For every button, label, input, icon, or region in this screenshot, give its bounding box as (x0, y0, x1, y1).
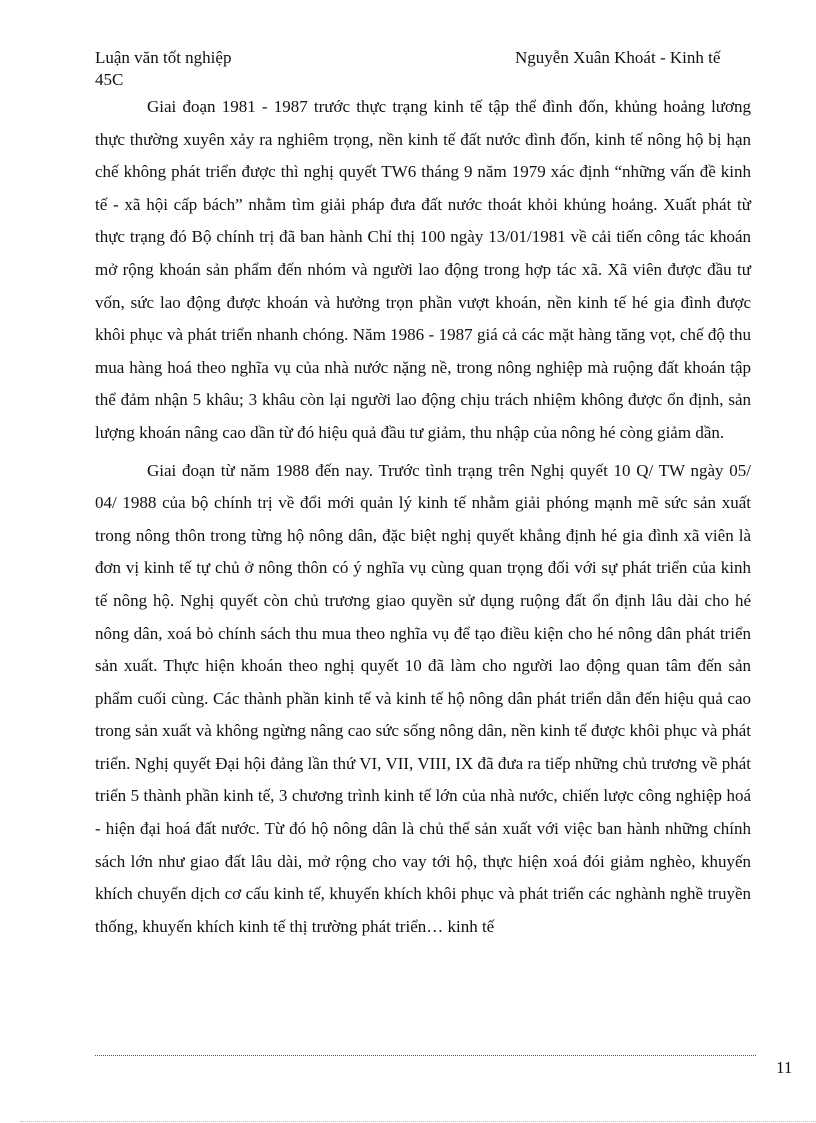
paragraph-1988-present: Giai đoạn từ năm 1988 đến nay. Trước tình trạng trên Nghị quyết 10 Q/ TW ngày 05/ 04/ 1988 của bộ chính trị về đổi mới quản lý kinh tế nhằm giải phóng mạnh mẽ sức sản xuất trong nông thôn trong từng hộ nông dân, đặc biệt nghị quyết khẳng định hé gia đình xã viên là đơn vị kinh tế tự chủ ở nông thôn có ý nghĩa vụ cùng quan trọng đối với sự phát triển của kinh tế nông hộ. Nghị quyết còn chủ trương giao quyền sử dụng ruộng đất ổn định lâu dài cho hé nông dân, xoá bỏ chính sách thu mua theo nghĩa vụ để tạo điều kiện cho hé nông dân phát triển sản xuất. Thực hiện khoán theo nghị quyết 10 đã làm cho người lao động quan tâm đến sản phẩm cuối cùng. Các thành phần kinh tế và kinh tế hộ nông dân phát triển dẫn đến hiệu quả cao trong sản xuất và không ngừng nâng cao sức sống nông dân, nền kinh tế được khôi phục và phát triển. Nghị quyết Đại hội đảng lần thứ VI, VII, VIII, IX đã đưa ra tiếp những chủ trương về phát triển 5 thành phần kinh tế, 3 chương trình kinh tế lớn của nhà nước, chiến lược công nghiệp hoá - hiện đại hoá đất nước. Từ đó hộ nông dân là chủ thể sản xuất với việc ban hành những chính sách lớn như giao đất lâu dài, mở rộng cho vay tới hộ, thực hiện xoá đói giảm nghèo, khuyến khích chuyển dịch cơ cấu kinh tế, khuyến khích khôi phục và phát triển các nghành nghề truyền thống, khuyến khích kinh tế thị trường phát triển… kinh tế (95, 460, 751, 936)
document-body (95, 91, 751, 948)
header-thesis-label: Luận văn tốt nghiệp (95, 48, 232, 67)
page-bottom-edge (20, 1121, 816, 1122)
footer-divider (95, 1055, 756, 1056)
header-author-label: Nguyễn Xuân Khoát - Kinh tế (515, 48, 721, 67)
page-number: 11 (776, 1058, 793, 1077)
paragraph-1981-1987: Giai đoạn 1981 - 1987 trước thực trạng kinh tế tập thể đình đốn, khủng hoảng lương thực thường xuyên xảy ra nghiêm trọng, nền kinh tế đất nước đình đốn, kinh tế nông hộ bị hạn chế không phát triển được thì nghị quyết TW6 tháng 9 năm 1979 xác định “những vấn đề kinh tế - xã hội cấp bách” nhằm tìm giải pháp đưa đất nước thoát khỏi khủng hoảng. Xuất phát từ thực trạng đó Bộ chính trị đã ban hành Chỉ thị 100 ngày 13/01/1981 về cải tiến công tác khoán mở rộng khoán sản phẩm đến nhóm và người lao động trong hợp tác xã. Xã viên được đầu tư vốn, sức lao động được khoán và hưởng trọn phần vượt khoán, nền kinh tế hé gia đình được khôi phục và phát triển nhanh chóng. Năm 1986 - 1987 giá cả các mặt hàng tăng vọt, chế độ thu mua hàng hoá theo nghĩa vụ của nhà nước nặng nề, trong nông nghiệp mà ruộng đất khoán tập thể đảm nhận 5 khâu; 3 khâu còn lại người lao động chịu trách nhiệm không được ổn định, sản lượng khoán nâng cao dần từ đó hiệu quả đầu tư giảm, thu nhập của nông hé còng giảm dần. (95, 97, 751, 442)
header-class-label: 45C (95, 70, 124, 89)
